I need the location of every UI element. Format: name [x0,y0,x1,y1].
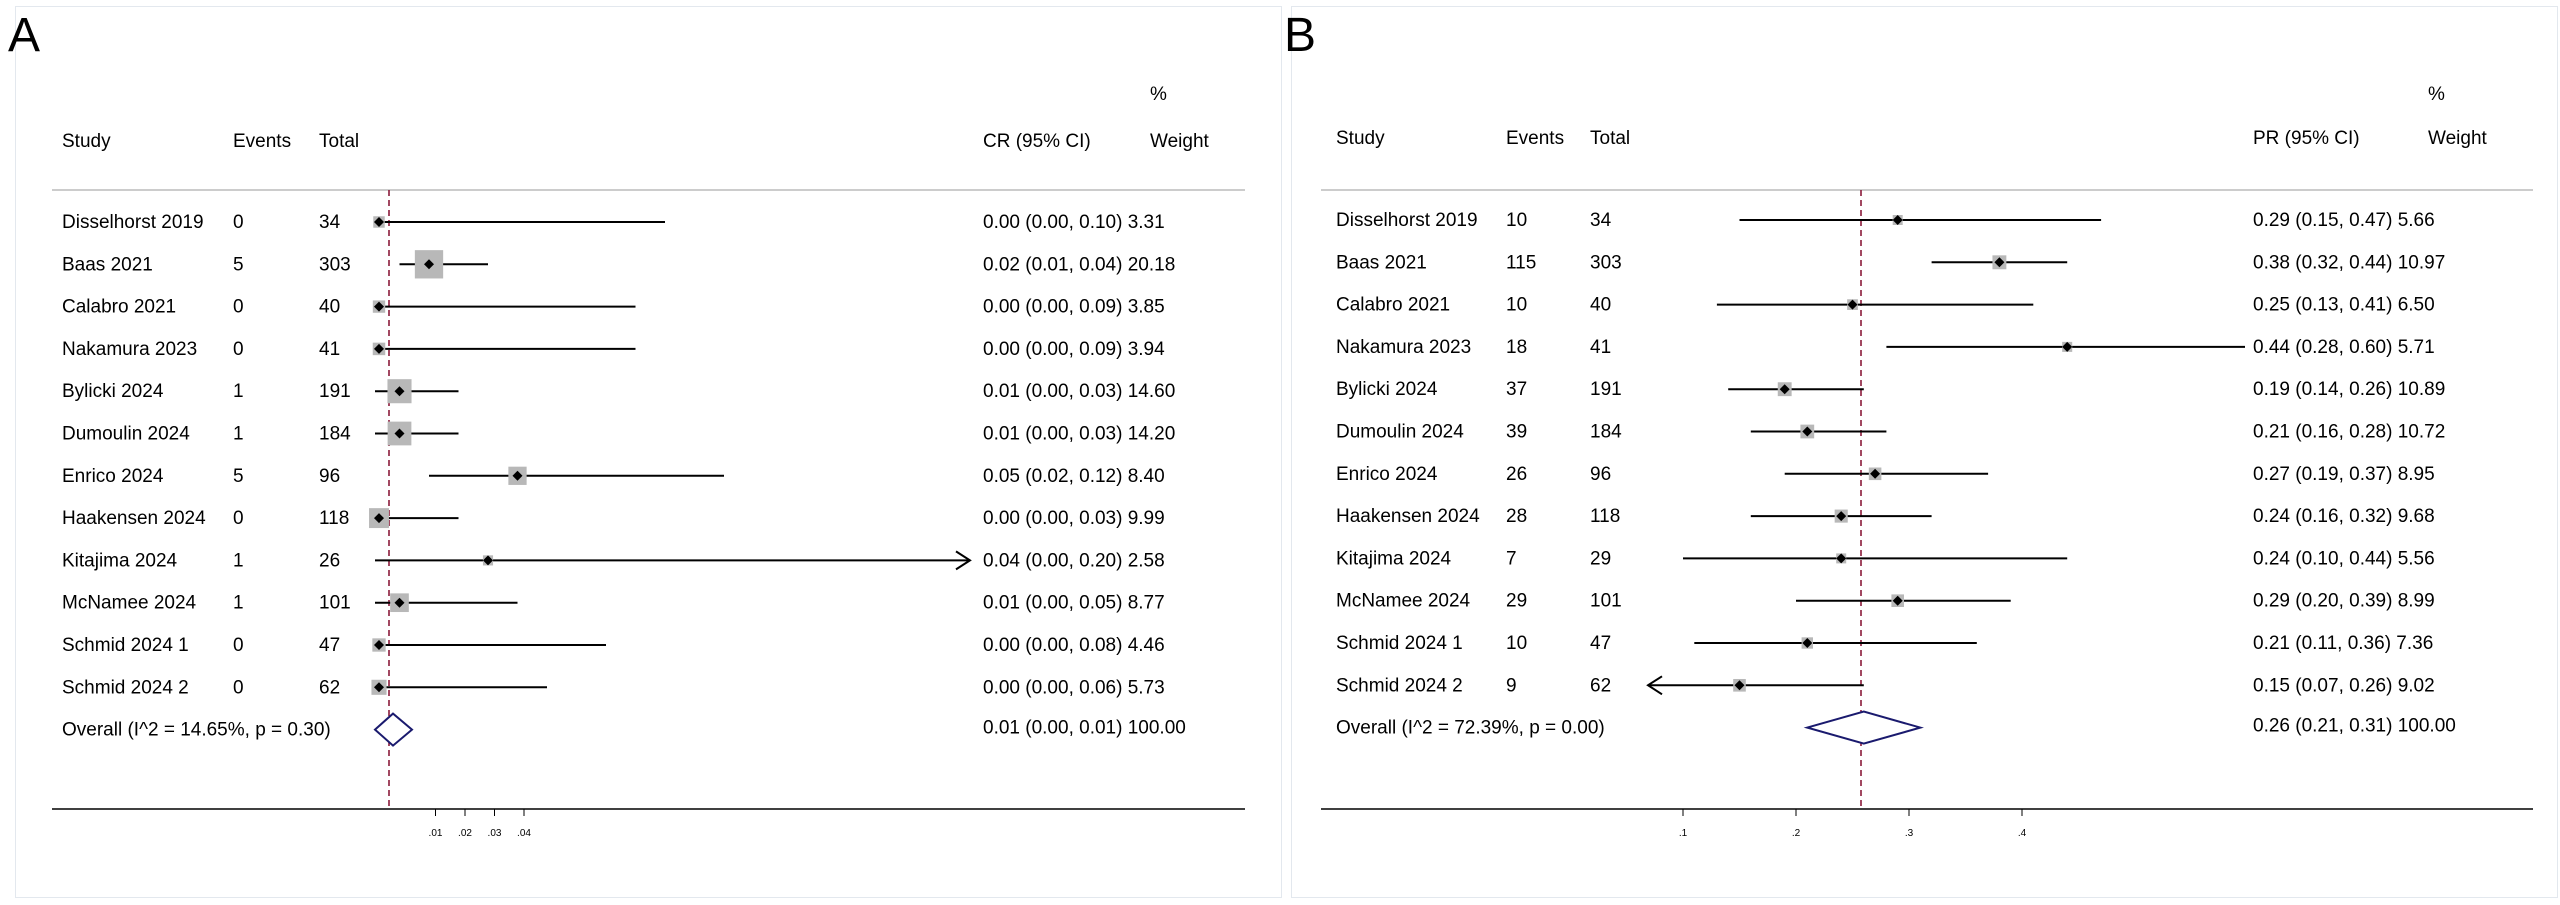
x-tick-label-b: .4 [2017,828,2027,839]
header-events-a: Events [233,131,292,152]
header-percent-b: % [2428,84,2445,105]
study-ci-text-a: 0.01 (0.00, 0.05) 8.77 [983,592,1165,614]
study-total-b: 62 [1590,675,1612,697]
study-events-b: 9 [1506,675,1517,697]
study-total-b: 184 [1590,421,1622,443]
study-name-b: Calabro 2021 [1336,294,1451,316]
study-name-b: Enrico 2024 [1336,463,1438,485]
study-ci-text-a: 0.00 (0.00, 0.08) 4.46 [983,635,1165,656]
study-name-a: Enrico 2024 [62,465,164,487]
study-total-b: 29 [1590,548,1612,570]
study-name-a: Haakensen 2024 [62,508,206,530]
study-total-a: 26 [319,550,341,572]
study-events-b: 7 [1506,548,1517,570]
x-tick-label-a: .01 [428,828,443,839]
study-ci-text-a: 0.00 (0.00, 0.10) 3.31 [983,212,1165,233]
panel-label-b: B [1284,9,1317,62]
study-ci-text-a: 0.01 (0.00, 0.03) 14.60 [983,381,1176,403]
header-percent-a: % [1150,84,1167,105]
overall-ci-text-b: 0.26 (0.21, 0.31) 100.00 [2253,715,2456,737]
study-total-b: 118 [1590,506,1621,528]
study-ci-text-a: 0.04 (0.00, 0.20) 2.58 [983,550,1165,572]
header-weight-b: Weight [2428,128,2487,149]
study-ci-text-b: 0.21 (0.11, 0.36) 7.36 [2253,633,2434,654]
study-name-a: Schmid 2024 2 [62,677,189,699]
study-ci-text-a: 0.00 (0.00, 0.03) 9.99 [983,508,1165,530]
study-total-b: 41 [1590,336,1612,358]
study-total-a: 47 [319,635,341,656]
study-ci-text-a: 0.05 (0.02, 0.12) 8.40 [983,465,1165,487]
study-events-b: 115 [1506,252,1537,274]
study-ci-text-b: 0.29 (0.20, 0.39) 8.99 [2253,590,2435,612]
study-events-a: 0 [233,635,244,656]
study-name-a: Bylicki 2024 [62,381,164,403]
study-name-a: Disselhorst 2019 [62,212,204,233]
study-name-a: Baas 2021 [62,254,153,276]
study-name-b: Nakamura 2023 [1336,336,1472,358]
study-total-a: 101 [319,592,351,614]
study-ci-text-b: 0.21 (0.16, 0.28) 10.72 [2253,421,2446,443]
study-name-a: Schmid 2024 1 [62,635,189,656]
study-name-b: Kitajima 2024 [1336,548,1452,570]
x-tick-label-b: .2 [1791,828,1801,839]
study-events-a: 0 [233,677,244,699]
study-events-b: 10 [1506,633,1528,654]
study-total-a: 184 [319,423,351,445]
overall-label-a: Overall (I^2 = 14.65%, p = 0.30) [62,719,331,741]
study-events-b: 10 [1506,210,1528,231]
study-total-b: 34 [1590,210,1612,231]
panel-label-a: A [8,9,41,62]
x-tick-label-b: .3 [1904,828,1914,839]
study-name-a: Dumoulin 2024 [62,423,190,445]
x-tick-label-a: .02 [458,828,472,839]
study-events-a: 0 [233,508,244,530]
header-weight-a: Weight [1150,131,1209,152]
study-total-a: 118 [319,508,350,530]
study-events-a: 0 [233,338,244,360]
study-events-b: 37 [1506,379,1528,401]
study-total-b: 40 [1590,294,1612,316]
study-total-b: 96 [1590,463,1612,485]
study-total-a: 34 [319,212,341,233]
study-events-b: 18 [1506,336,1528,358]
x-tick-label-a: .03 [487,828,502,839]
study-ci-text-a: 0.02 (0.01, 0.04) 20.18 [983,254,1176,276]
header-study-b: Study [1336,128,1385,149]
study-total-a: 96 [319,465,341,487]
study-total-a: 41 [319,338,341,360]
x-tick-label-b: .1 [1678,828,1688,839]
study-total-a: 40 [319,296,341,318]
study-events-a: 0 [233,212,244,233]
study-name-a: Kitajima 2024 [62,550,178,572]
study-events-b: 28 [1506,506,1528,528]
header-total-b: Total [1590,128,1631,149]
study-events-a: 0 [233,296,244,318]
overall-ci-text-a: 0.01 (0.00, 0.01) 100.00 [983,717,1186,739]
header-effect-ci-b: PR (95% CI) [2253,128,2360,149]
study-total-a: 62 [319,677,341,699]
study-events-b: 26 [1506,463,1528,485]
study-total-b: 47 [1590,633,1612,654]
x-tick-label-a: .04 [517,828,531,839]
study-events-a: 1 [233,550,244,572]
study-ci-text-b: 0.25 (0.13, 0.41) 6.50 [2253,294,2435,316]
study-total-b: 303 [1590,252,1622,274]
study-events-a: 1 [233,592,244,614]
study-events-a: 1 [233,423,244,445]
study-events-b: 10 [1506,294,1528,316]
header-events-b: Events [1506,128,1565,149]
study-name-b: Dumoulin 2024 [1336,421,1464,443]
study-name-b: Haakensen 2024 [1336,506,1480,528]
study-name-b: Disselhorst 2019 [1336,210,1478,231]
study-name-b: Bylicki 2024 [1336,379,1438,401]
study-events-a: 5 [233,254,244,276]
study-total-b: 101 [1590,590,1622,612]
study-events-a: 5 [233,465,244,487]
study-total-a: 191 [319,381,351,403]
overall-label-b: Overall (I^2 = 72.39%, p = 0.00) [1336,717,1605,739]
study-name-b: Schmid 2024 2 [1336,675,1463,697]
study-name-b: Baas 2021 [1336,252,1427,274]
study-events-b: 29 [1506,590,1528,612]
study-name-a: Calabro 2021 [62,296,177,318]
study-name-b: Schmid 2024 1 [1336,633,1463,654]
study-total-b: 191 [1590,379,1622,401]
study-ci-text-a: 0.00 (0.00, 0.09) 3.94 [983,338,1165,360]
study-ci-text-a: 0.00 (0.00, 0.09) 3.85 [983,296,1165,318]
study-ci-text-b: 0.44 (0.28, 0.60) 5.71 [2253,336,2435,358]
study-ci-text-b: 0.29 (0.15, 0.47) 5.66 [2253,210,2435,231]
overall-diamond-b [1807,712,1920,744]
study-ci-text-b: 0.38 (0.32, 0.44) 10.97 [2253,252,2446,274]
study-ci-text-a: 0.01 (0.00, 0.03) 14.20 [983,423,1176,445]
study-ci-text-a: 0.00 (0.00, 0.06) 5.73 [983,677,1165,699]
study-total-a: 303 [319,254,351,276]
header-study-a: Study [62,131,111,152]
header-effect-ci-a: CR (95% CI) [983,131,1091,152]
study-name-a: Nakamura 2023 [62,338,198,360]
overall-diamond-a [375,714,412,746]
study-name-b: McNamee 2024 [1336,590,1471,612]
study-ci-text-b: 0.15 (0.07, 0.26) 9.02 [2253,675,2435,697]
study-name-a: McNamee 2024 [62,592,197,614]
study-ci-text-b: 0.24 (0.10, 0.44) 5.56 [2253,548,2435,570]
header-total-a: Total [319,131,360,152]
study-ci-text-b: 0.27 (0.19, 0.37) 8.95 [2253,463,2435,485]
study-ci-text-b: 0.24 (0.16, 0.32) 9.68 [2253,506,2435,528]
study-events-a: 1 [233,381,244,403]
study-ci-text-b: 0.19 (0.14, 0.26) 10.89 [2253,379,2446,401]
study-events-b: 39 [1506,421,1528,443]
